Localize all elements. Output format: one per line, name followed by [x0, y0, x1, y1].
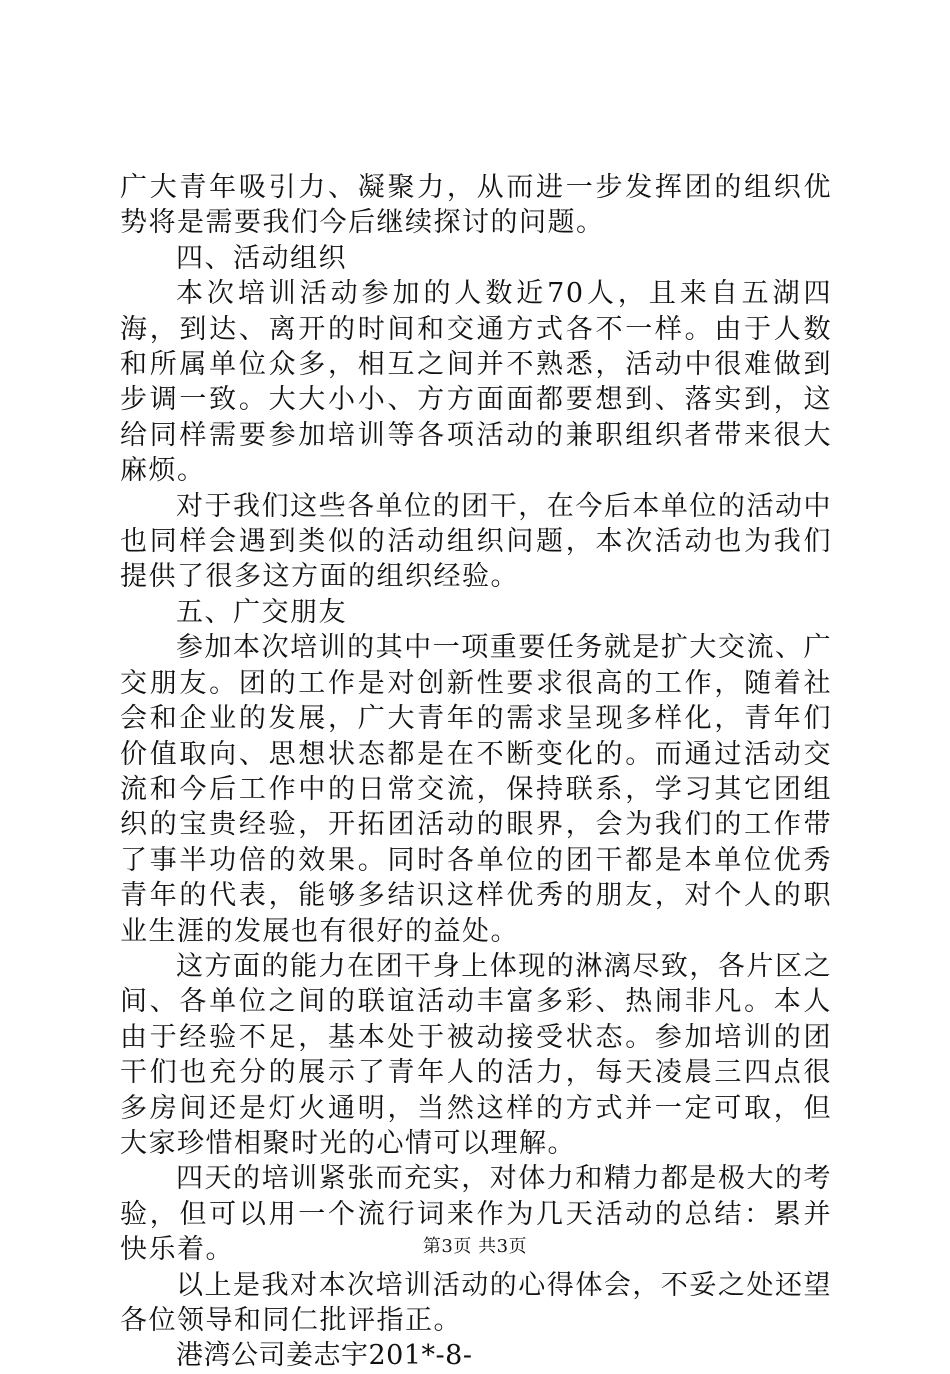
paragraph-summary: 四天的培训紧张而充实，对体力和精力都是极大的考验，但可以用一个流行词来作为几天活动的总结：累并快乐着。 [120, 1163, 832, 1266]
author-signature: 港湾公司姜志宇201*-8- [176, 1340, 473, 1372]
paragraph-friends-1: 参加本次培训的其中一项重要任务就是扩大交流、广交朋友。团的工作是对创新性要求很高的工作，随着社会和企业的发展，广大青年的需求呈现多样化，青年们价值取向、思想状态都是在不断变化的。而通过活动交流和今后工作中的日常交流，保持联系，学习其它团组织的宝贵经验，开拓团活动的眼界，会为我们的工作带了事半功倍的效果。同时各单位的团干都是本单位优秀青年的代表，能够多结识这样优秀的朋友，对个人的职业生涯的发展也有很好的益处。 [120, 632, 832, 947]
paragraph-organization-1: 本次培训活动参加的人数近70人，且来自五湖四海，到达、离开的时间和交通方式各不一样。由于人数和所属单位众多，相互之间并不熟悉，活动中很难做到步调一致。大大小小、方方面面都要想到、落实到，这给同样需要参加培训等各项活动的兼职组织者带来很大麻烦。 [120, 278, 832, 487]
paragraph-organization-2: 对于我们这些各单位的团干，在今后本单位的活动中也同样会遇到类似的活动组织问题，本次活动也为我们提供了很多这方面的组织经验。 [120, 490, 832, 593]
page-footer: 第3页 共3页 [422, 1236, 528, 1257]
document-body [120, 170, 832, 1374]
section-heading-activity-organization: 四、活动组织 [176, 242, 347, 274]
paragraph-continuation: 广大青年吸引力、凝聚力，从而进一步发挥团的组织优势将是需要我们今后继续探讨的问题。 [120, 172, 832, 239]
paragraph-closing: 以上是我对本次培训活动的心得体会，不妥之处还望各位领导和同仁批评指正。 [120, 1269, 832, 1336]
section-heading-making-friends: 五、广交朋友 [176, 596, 347, 628]
paragraph-friends-2: 这方面的能力在团干身上体现的淋漓尽致，各片区之间、各单位之间的联谊活动丰富多彩、热闹非凡。本人由于经验不足，基本处于被动接受状态。参加培训的团干们也充分的展示了青年人的活力，每天凌晨三四点很多房间还是灯火通明，当然这样的方式并一定可取，但大家珍惜相聚时光的心情可以理解。 [120, 950, 832, 1159]
